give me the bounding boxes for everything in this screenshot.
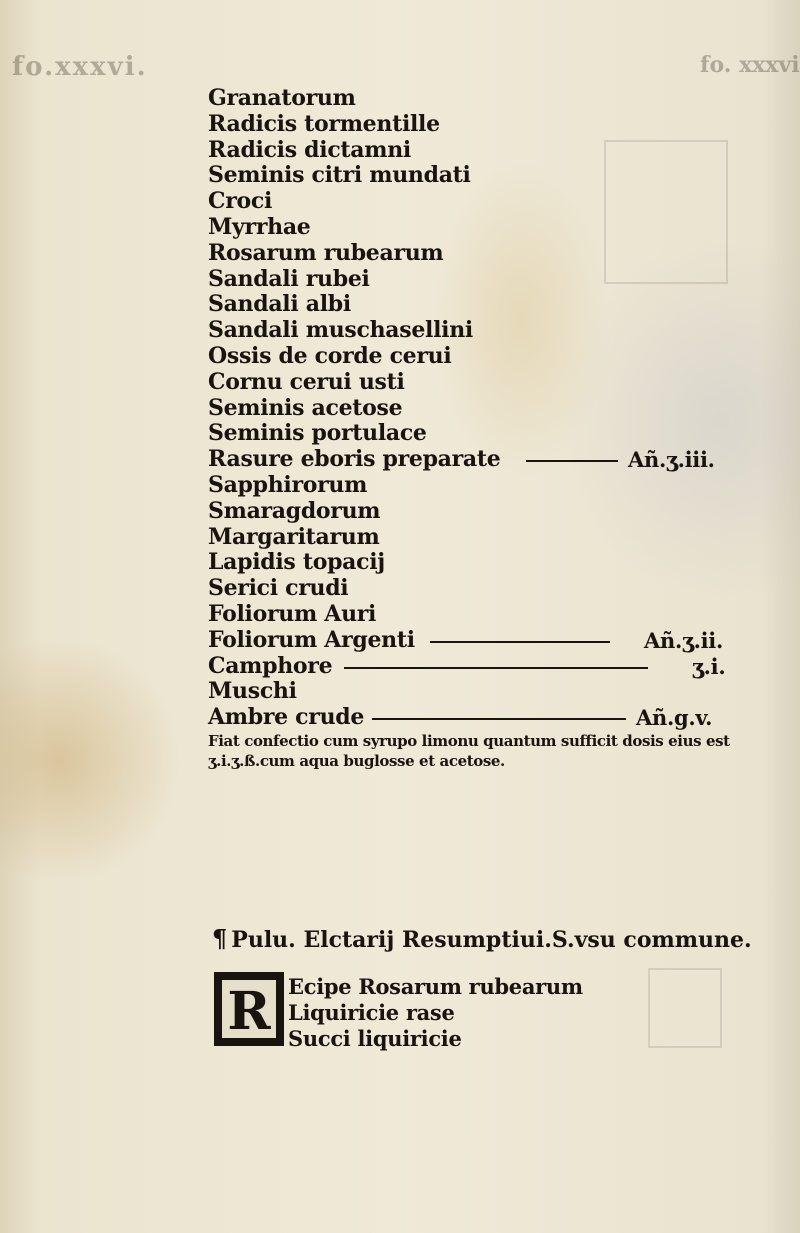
ingredient-line [208,292,768,318]
decorated-initial [214,972,284,1046]
decorated-initial-frame [220,978,278,1040]
ingredient-name: Ambre crude [208,704,365,731]
ingredient-name: Radicis dictamni [208,136,411,163]
ingredient-line [208,628,768,654]
ingredient-name: Foliorum Argenti [208,626,415,653]
ingredient-name: Serici crudi [208,575,349,602]
ingredient-name: Ossis de corde cerui [208,342,452,369]
folio-number-right: fo. xxxvi [700,52,800,78]
ingredient-name: Sandali muschasellini [208,317,473,344]
ingredient-name: Croci [208,188,273,215]
ingredient-name: Myrrhae [208,213,311,240]
decorated-initial-letter: R [227,981,271,1042]
dose-amount: Añ.ʒ.ii. [644,627,723,653]
bleed-through-initial [648,968,722,1048]
ingredient-name: Muschi [208,678,297,705]
ingredient-list [208,86,768,771]
ingredient-name: Seminis acetose [208,394,403,421]
preparation-note-line: ʒ.i.ʒ.ß.cum aqua buglosse et acetose. [208,751,505,770]
ingredient-line [208,550,768,576]
ingredient-line [208,344,768,370]
ingredient-name: Rasure eboris preparate [208,446,501,473]
dose-amount: Añ.g.v. [636,705,713,731]
ingredient-name: Foliorum Auri [208,600,377,627]
ingredient-line [208,602,768,628]
dose-amount: ʒ.i. [692,653,726,679]
ingredient-line [208,138,768,164]
ingredient-line [208,654,768,680]
ingredient-line [208,215,768,241]
ingredient-name: Sapphirorum [208,471,368,498]
section-heading-text: Pulu. Elctarij Resumptiui.S.vsu commune. [231,927,752,953]
dose-leader-line [526,460,618,462]
ingredient-line [208,576,768,602]
ingredient-name: Sandali albi [208,291,351,318]
ingredient-line [208,499,768,525]
ingredient-name: Cornu cerui usti [208,368,405,395]
ingredient-line [208,318,768,344]
dose-amount: Añ.ʒ.iii. [628,447,715,473]
recipe-line: Ecipe Rosarum rubearum [288,974,583,999]
dose-leader-line [344,667,648,669]
ingredient-line [208,163,768,189]
ingredient-name: Sandali rubei [208,265,370,292]
dose-leader-line [372,718,626,720]
recipe-line: Liquiricie rase [288,999,455,1025]
ingredient-name: Seminis portulace [208,420,427,447]
ingredient-line [208,112,768,138]
ingredient-line [208,86,768,112]
pilcrow-icon: ¶ [212,924,228,953]
ingredient-line [208,396,768,422]
ingredient-line [208,241,768,267]
ingredient-line [208,267,768,293]
ingredient-name: Margaritarum [208,523,380,550]
preparation-note-line: Fiat confectio cum syrupo limonu quantum sufficit dosis eius est [208,731,730,750]
ingredient-name: Seminis citri mundati [208,162,471,189]
ingredient-line [208,473,768,499]
section-heading [212,924,752,953]
ingredient-line [208,525,768,551]
ingredient-line [208,421,768,447]
ingredient-name: Smaragdorum [208,497,381,524]
ingredient-line [208,370,768,396]
ingredient-line [208,705,768,731]
recipe-list [288,974,583,1051]
folio-number-left: fo.xxxvi. [12,52,148,82]
ingredient-line [208,447,768,473]
ingredient-name: Lapidis topacij [208,549,385,576]
ingredient-name: Radicis tormentille [208,110,440,137]
recipe-line: Succi liquiricie [288,1025,462,1051]
ingredient-name: Rosarum rubearum [208,239,444,266]
ingredient-line [208,679,768,705]
ingredient-name: Camphore [208,652,333,679]
dose-leader-line [430,641,610,643]
ingredient-name: Granatorum [208,85,356,111]
ingredient-line [208,189,768,215]
